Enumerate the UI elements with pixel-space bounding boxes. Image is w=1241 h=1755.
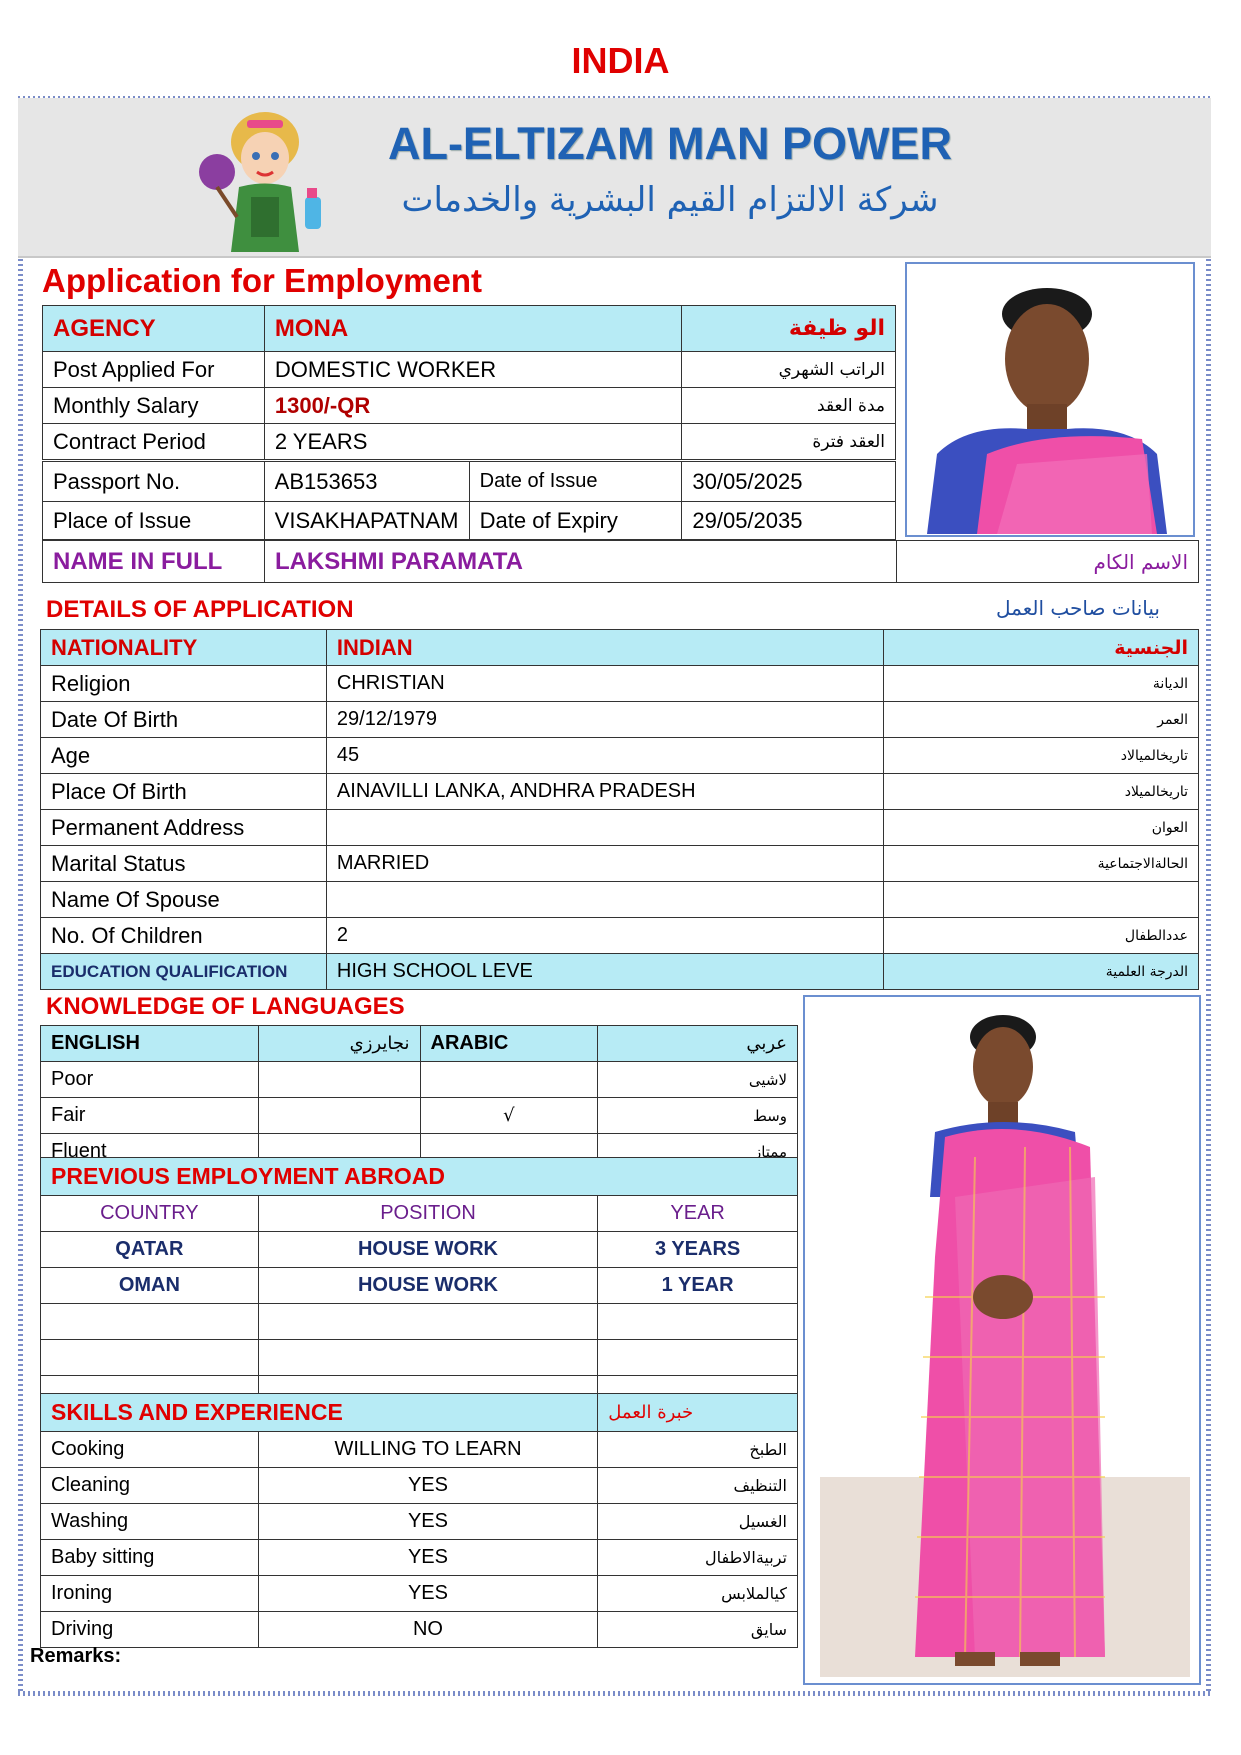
full-name-label: NAME IN FULL xyxy=(43,541,265,583)
detail-label: No. Of Children xyxy=(41,918,327,954)
nationality-label: NATIONALITY xyxy=(41,630,327,666)
skill-value: YES xyxy=(258,1576,598,1612)
issue-date-label: Date of Issue xyxy=(469,462,682,502)
detail-label: Place Of Birth xyxy=(41,774,327,810)
english-level-mark xyxy=(258,1062,420,1098)
skill-value: YES xyxy=(258,1540,598,1576)
details-table xyxy=(40,629,1199,990)
skill-label: Washing xyxy=(41,1504,259,1540)
issue-place-value: VISAKHAPATNAM xyxy=(264,502,469,540)
detail-arabic: الحالةالاجتماعية xyxy=(884,846,1199,882)
passport-label: Passport No. xyxy=(43,462,265,502)
empty-cell xyxy=(41,1340,259,1376)
passport-value: AB153653 xyxy=(264,462,469,502)
language-level-arabic: ممتاز xyxy=(598,1134,798,1170)
detail-value xyxy=(326,882,884,918)
passport-table xyxy=(42,461,896,540)
company-name-arabic: شركة الالتزام القيم البشرية والخدمات xyxy=(401,180,939,220)
skills-heading-arabic: خبرة العمل xyxy=(598,1394,798,1432)
language-level-arabic: وسط xyxy=(598,1098,798,1134)
detail-label: Religion xyxy=(41,666,327,702)
employment-year: 3 YEARS xyxy=(598,1232,798,1268)
education-arabic: الدرجة العلمية xyxy=(884,954,1199,990)
education-value: HIGH SCHOOL LEVE xyxy=(326,954,884,990)
detail-value xyxy=(326,810,884,846)
language-level: Fair xyxy=(41,1098,259,1134)
detail-value: AINAVILLI LANKA, ANDHRA PRADESH xyxy=(326,774,884,810)
languages-heading: KNOWLEDGE OF LANGUAGES xyxy=(46,993,405,1020)
post-arabic: الراتب الشهري xyxy=(682,352,896,388)
expiry-date-value: 29/05/2035 xyxy=(682,502,896,540)
detail-value: MARRIED xyxy=(326,846,884,882)
contract-label: Contract Period xyxy=(43,424,265,460)
post-value: DOMESTIC WORKER xyxy=(264,352,681,388)
skill-arabic: التنظيف xyxy=(598,1468,798,1504)
detail-arabic: تاريخالميلاد xyxy=(884,774,1199,810)
employment-country: QATAR xyxy=(41,1232,259,1268)
detail-label: Permanent Address xyxy=(41,810,327,846)
skill-value: NO xyxy=(258,1612,598,1648)
language-level: Poor xyxy=(41,1062,259,1098)
skills-table xyxy=(40,1393,798,1648)
year-column-header: YEAR xyxy=(598,1196,798,1232)
issue-place-label: Place of Issue xyxy=(43,502,265,540)
detail-arabic: العوان xyxy=(884,810,1199,846)
full-name-arabic: الاسم الكام xyxy=(897,541,1199,583)
skill-label: Cleaning xyxy=(41,1468,259,1504)
nationality-arabic: الجنسية xyxy=(884,630,1199,666)
skill-value: WILLING TO LEARN xyxy=(258,1432,598,1468)
detail-arabic: عددالطفال xyxy=(884,918,1199,954)
agency-label: AGENCY xyxy=(43,306,265,352)
detail-arabic: العمر xyxy=(884,702,1199,738)
skill-value: YES xyxy=(258,1468,598,1504)
detail-arabic xyxy=(884,882,1199,918)
salary-label: Monthly Salary xyxy=(43,388,265,424)
details-heading-arabic: بيانات صاحب العمل xyxy=(996,596,1160,620)
full-length-photo xyxy=(803,995,1201,1685)
issue-date-value: 30/05/2025 xyxy=(682,462,896,502)
detail-label: Date Of Birth xyxy=(41,702,327,738)
skill-label: Baby sitting xyxy=(41,1540,259,1576)
employment-position: HOUSE WORK xyxy=(258,1232,598,1268)
detail-value: CHRISTIAN xyxy=(326,666,884,702)
position-column-header: POSITION xyxy=(258,1196,598,1232)
skill-arabic: الطبخ xyxy=(598,1432,798,1468)
detail-label: Marital Status xyxy=(41,846,327,882)
passport-photo xyxy=(905,262,1195,537)
company-name-english: AL-ELTIZAM MAN POWER xyxy=(387,118,953,169)
language-level: Fluent xyxy=(41,1134,259,1170)
remarks-label: Remarks: xyxy=(30,1645,122,1667)
employment-position: HOUSE WORK xyxy=(258,1268,598,1304)
skills-heading: SKILLS AND EXPERIENCE xyxy=(41,1394,598,1432)
detail-arabic: تاريخالميالاد xyxy=(884,738,1199,774)
skill-arabic: تربيةالاطفال xyxy=(598,1540,798,1576)
skill-arabic: سايق xyxy=(598,1612,798,1648)
empty-cell xyxy=(258,1340,598,1376)
empty-cell xyxy=(598,1340,798,1376)
salary-arabic: مدة العقد xyxy=(682,388,896,424)
arabic-level-mark xyxy=(420,1062,598,1098)
full-name-table xyxy=(42,540,1199,583)
expiry-date-label: Date of Expiry xyxy=(469,502,682,540)
salary-value: 1300/-QR xyxy=(264,388,681,424)
detail-value: 45 xyxy=(326,738,884,774)
detail-label: Name Of Spouse xyxy=(41,882,327,918)
skill-value: YES xyxy=(258,1504,598,1540)
arabic-header: ARABIC xyxy=(420,1026,598,1062)
employment-table xyxy=(40,1157,798,1412)
english-level-mark xyxy=(258,1098,420,1134)
skill-label: Driving xyxy=(41,1612,259,1648)
empty-cell xyxy=(41,1304,259,1340)
english-header-arabic: نجايرزي xyxy=(258,1026,420,1062)
full-name-value: LAKSHMI PARAMATA xyxy=(264,541,896,583)
agency-arabic: الو ظيفة xyxy=(682,306,896,352)
detail-label: Age xyxy=(41,738,327,774)
post-label: Post Applied For xyxy=(43,352,265,388)
detail-arabic: الديانة xyxy=(884,666,1199,702)
empty-cell xyxy=(598,1304,798,1340)
skill-arabic: الغسيل xyxy=(598,1504,798,1540)
arabic-level-mark: √ xyxy=(420,1098,598,1134)
employment-heading: PREVIOUS EMPLOYMENT ABROAD xyxy=(41,1158,798,1196)
language-level-arabic: لاشيى xyxy=(598,1062,798,1098)
country-title: INDIA xyxy=(571,40,670,81)
nationality-value: INDIAN xyxy=(326,630,884,666)
maid-logo xyxy=(195,102,335,257)
agency-value: MONA xyxy=(264,306,681,352)
skill-label: Ironing xyxy=(41,1576,259,1612)
employment-country: OMAN xyxy=(41,1268,259,1304)
skill-label: Cooking xyxy=(41,1432,259,1468)
empty-cell xyxy=(258,1304,598,1340)
details-heading: DETAILS OF APPLICATION xyxy=(46,596,354,623)
languages-table xyxy=(40,1025,798,1170)
skill-arabic: كيالملابس xyxy=(598,1576,798,1612)
employment-year: 1 YEAR xyxy=(598,1268,798,1304)
detail-value: 29/12/1979 xyxy=(326,702,884,738)
education-label: EDUCATION QUALIFICATION xyxy=(41,954,327,990)
application-info-table xyxy=(42,305,896,460)
page-title: Application for Employment xyxy=(42,262,483,299)
country-column-header: COUNTRY xyxy=(41,1196,259,1232)
english-header: ENGLISH xyxy=(41,1026,259,1062)
arabic-header-arabic: عربي xyxy=(598,1026,798,1062)
contract-value: 2 YEARS xyxy=(264,424,681,460)
detail-value: 2 xyxy=(326,918,884,954)
contract-arabic: العقد فترة xyxy=(682,424,896,460)
